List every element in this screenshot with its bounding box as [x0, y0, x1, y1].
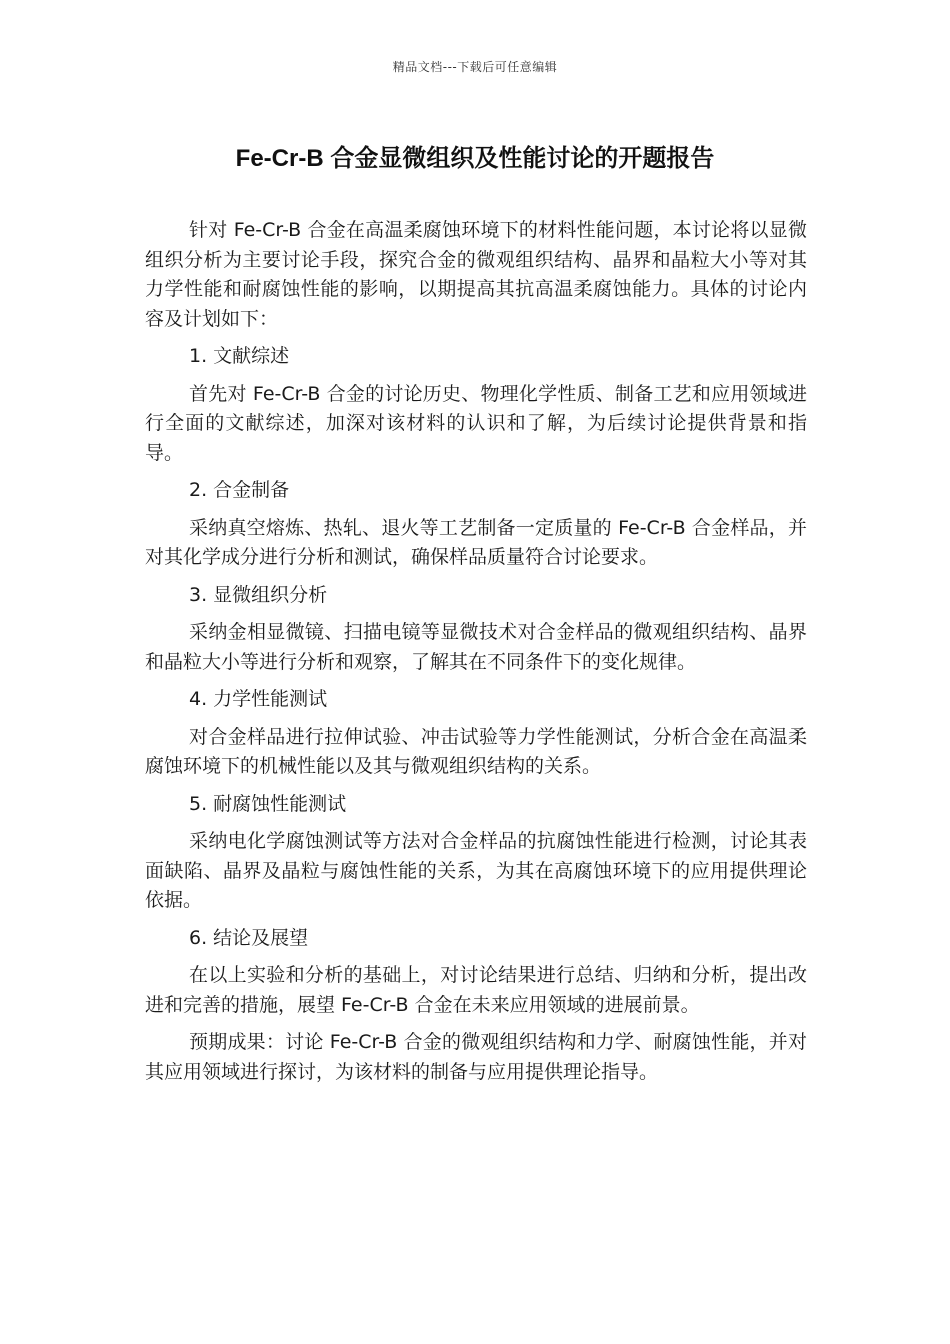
header-note: 精品文档---下载后可任意编辑: [392, 60, 558, 74]
expected-results-paragraph: 预期成果：讨论 Fe-Cr-B 合金的微观组织结构和力学、耐腐蚀性能，并对其应用领域进行探讨，为该材料的制备与应用提供理论指导。: [145, 1031, 807, 1083]
section-heading-mechanical-testing: 4. 力学性能测试: [189, 688, 328, 710]
section-heading-literature-review: 1. 文献综述: [189, 345, 290, 367]
section-text-mechanical-testing: 对合金样品进行拉伸试验、冲击试验等力学性能测试，分析合金在高温柔腐蚀环境下的机械性能以及其与微观组织结构的关系。: [145, 725, 807, 777]
section-heading-corrosion-testing: 5. 耐腐蚀性能测试: [189, 792, 347, 815]
section-heading-alloy-preparation: 2. 合金制备: [189, 479, 290, 501]
document-body: [145, 216, 807, 1095]
intro-paragraph: 针对 Fe-Cr-B 合金在高温柔腐蚀环境下的材料性能问题，本讨论将以显微组织分析为主要讨论手段，探究合金的微观组织结构、晶界和晶粒大小等对其力学性能和耐腐蚀性能的影响，以期提高其抗高温柔腐蚀能力。具体的讨论内容及计划如下：: [145, 219, 807, 330]
section-heading-microstructure-analysis: 3. 显微组织分析: [189, 583, 328, 606]
section-text-conclusion-outlook: 在以上实验和分析的基础上，对讨论结果进行总结、归纳和分析，提出改进和完善的措施，展望 Fe-Cr-B 合金在未来应用领域的进展前景。: [145, 964, 807, 1016]
section-heading-conclusion-outlook: 6. 结论及展望: [189, 926, 309, 949]
section-text-microstructure-analysis: 采纳金相显微镜、扫描电镜等显微技术对合金样品的微观组织结构、晶界和晶粒大小等进行分析和观察，了解其在不同条件下的变化规律。: [145, 621, 807, 673]
document-title: Fe-Cr-B 合金显微组织及性能讨论的开题报告: [235, 145, 715, 172]
section-text-corrosion-testing: 采纳电化学腐蚀测试等方法对合金样品的抗腐蚀性能进行检测，讨论其表面缺陷、晶界及晶粒与腐蚀性能的关系，为其在高腐蚀环境下的应用提供理论依据。: [145, 830, 807, 911]
section-text-literature-review: 首先对 Fe-Cr-B 合金的讨论历史、物理化学性质、制备工艺和应用领域进行全面的文献综述，加深对该材料的认识和了解，为后续讨论提供背景和指导。: [145, 382, 807, 464]
section-text-alloy-preparation: 采纳真空熔炼、热轧、退火等工艺制备一定质量的 Fe-Cr-B 合金样品，并对其化学成分进行分析和测试，确保样品质量符合讨论要求。: [145, 516, 807, 568]
